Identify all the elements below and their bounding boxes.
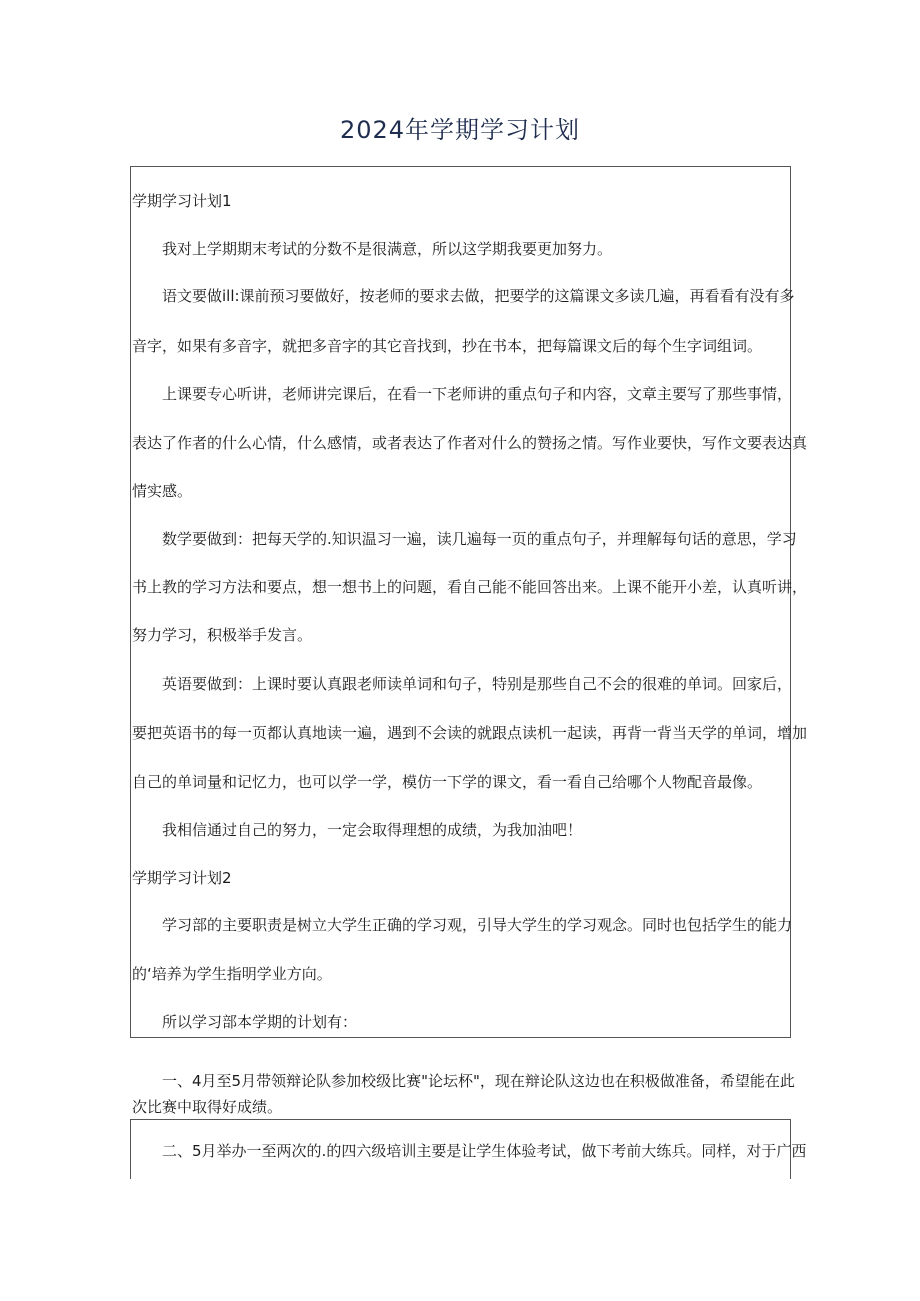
paragraph-listening-line2: 表达了作者的什么心情，什么感情，或者表达了作者对什么的赞扬之情。写作业要快，写作文要表达真 <box>132 434 808 452</box>
section-heading-plan2: 学期学习计划2 <box>132 869 232 887</box>
document-title: 2024年学期学习计划 <box>339 116 581 144</box>
paragraph-listening-line1: 上课要专心听讲，老师讲完课后，在看一下老师讲的重点句子和内容，文章主要写了那些事情， <box>162 385 793 403</box>
list-item-1-line1: 一、4月至5月带领辩论队参加校级比赛"论坛杯"，现在辩论队这边也在积极做准备，希望能在此 <box>162 1072 795 1090</box>
paragraph-study-dept-line2: 的‘培养为学生指明学业方向。 <box>132 965 332 983</box>
paragraph-listening-line3: 情实感。 <box>132 482 193 500</box>
paragraph-math-line2: 书上教的学习方法和要点，想一想书上的问题，看自己能不能回答出来。上课不能开小差，认真听讲， <box>132 578 808 596</box>
list-item-1-line2: 次比赛中取得好成绩。 <box>132 1098 283 1116</box>
paragraph-english-line3: 自己的单词量和记忆力，也可以学一学，模仿一下学的课文，看一看自己给哪个人物配音最像。 <box>132 773 763 791</box>
paragraph-english-line1: 英语要做到：上课时要认真跟老师读单词和句子，特别是那些自己不会的很难的单词。回家后， <box>162 675 793 693</box>
paragraph-math-line3: 努力学习，积极举手发言。 <box>132 626 313 644</box>
paragraph-math-line1: 数学要做到：把每天学的.知识温习一遍，读几遍每一页的重点句子，并理解每句话的意思，学习 <box>162 530 797 548</box>
list-item-2-line1: 二、5月举办一至两次的.的四六级培训主要是让学生体验考试，做下考前大练兵。同样，对于广西 <box>162 1142 807 1160</box>
paragraph-chinese-line1: 语文要做ill:课前预习要做好，按老师的要求去做，把要学的这篇课文多读几遍，再看看有没有多 <box>162 287 795 305</box>
paragraph-chinese-line2: 音字，如果有多音字，就把多音字的其它音找到，抄在书本，把每篇课文后的每个生字词组词。 <box>132 337 763 355</box>
paragraph-study-dept-line1: 学习部的主要职责是树立大学生正确的学习观，引导大学生的学习观念。同时也包括学生的能力 <box>162 916 793 934</box>
paragraph-plan-intro: 所以学习部本学期的计划有： <box>162 1013 358 1031</box>
section-heading-plan1: 学期学习计划1 <box>132 192 232 210</box>
paragraph-intro: 我对上学期期末考试的分数不是很满意，所以这学期我要更加努力。 <box>162 240 613 258</box>
paragraph-conclusion: 我相信通过自己的努力，一定会取得理想的成绩，为我加油吧！ <box>162 821 583 839</box>
paragraph-english-line2: 要把英语书的每一页都认真地读一遍，遇到不会读的就跟点读机一起读，再背一背当天学的单词，增加 <box>132 724 808 742</box>
